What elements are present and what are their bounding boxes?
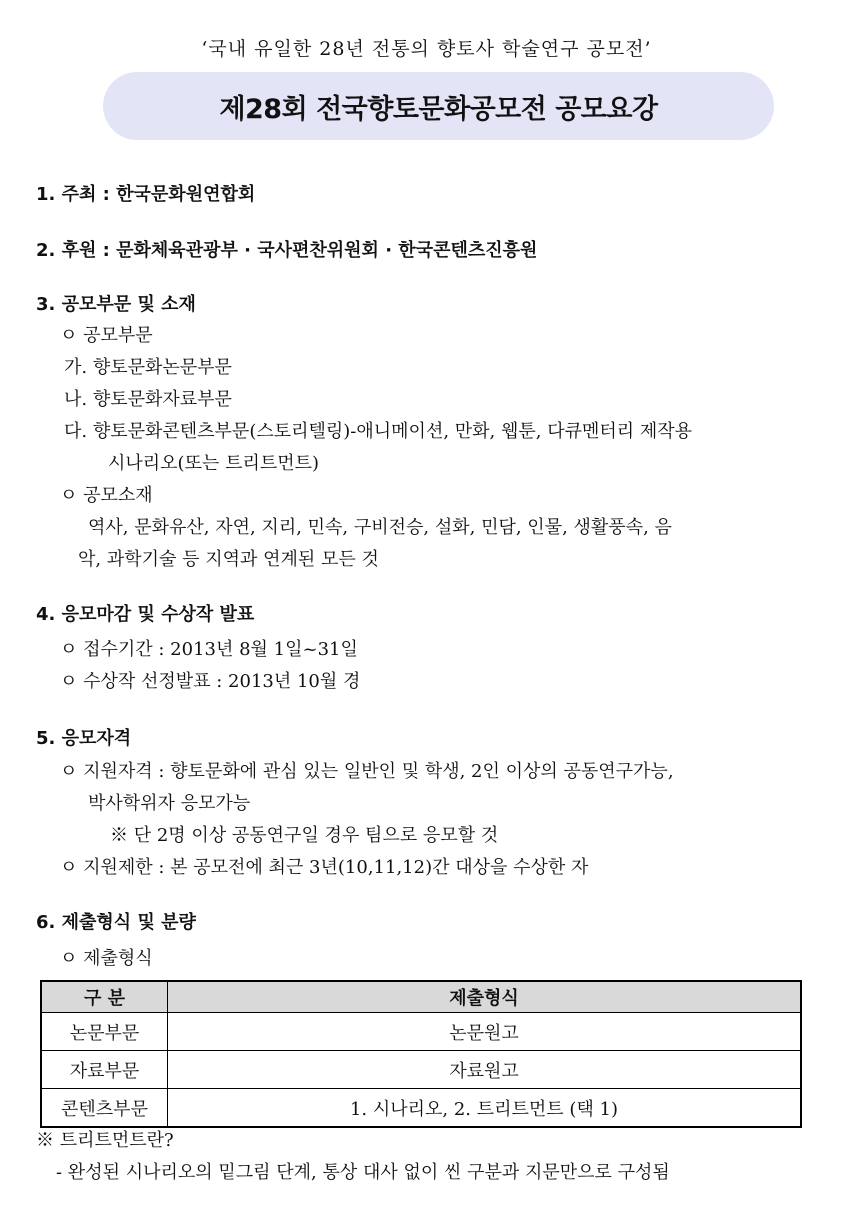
announcement-date: ㅇ 수상작 선정발표 : 2013년 10월 경: [60, 671, 361, 692]
table-header-row: [41, 981, 801, 1013]
section-5-heading: 5. 응모자격: [36, 728, 132, 749]
section-3-heading: 3. 공모부문 및 소재: [36, 294, 196, 315]
eligibility-line-1: ㅇ 지원자격 : 향토문화에 관심 있는 일반인 및 학생, 2인 이상의 공동연구가능,: [60, 761, 674, 782]
eligibility-restriction: ㅇ 지원제한 : 본 공모전에 최근 3년(10,11,12)간 대상을 수상한 자: [60, 857, 589, 878]
section-6-heading: 6. 제출형식 및 분량: [36, 912, 196, 933]
table-header-format: 제출형식: [168, 981, 802, 1013]
submission-period: ㅇ 접수기간 : 2013년 8월 1일~31일: [60, 639, 358, 660]
submission-format-table: [40, 980, 802, 1128]
table-cell: 논문원고: [168, 1013, 802, 1051]
category-item-na: 나. 향토문화자료부문: [64, 389, 232, 410]
title-banner: [103, 72, 774, 140]
table-cell: 자료원고: [168, 1051, 802, 1089]
subject-line-2: 악, 과학기술 등 지역과 연계된 모든 것: [78, 549, 379, 570]
subject-line-1: 역사, 문화유산, 자연, 지리, 민속, 구비전승, 설화, 민담, 인물, 생활풍속, 음: [88, 517, 672, 538]
category-item-ga: 가. 향토문화논문부문: [64, 357, 232, 378]
section-4-heading: 4. 응모마감 및 수상작 발표: [36, 604, 255, 625]
table-cell: 1. 시나리오, 2. 트리트먼트 (택 1): [168, 1089, 802, 1128]
treatment-note-title: ※ 트리트먼트란?: [36, 1130, 174, 1151]
table-cell: 논문부문: [41, 1013, 168, 1051]
eligibility-line-2: 박사학위자 응모가능: [88, 793, 251, 814]
table-row: [41, 1089, 801, 1128]
section-2-sponsor: 2. 후원 : 문화체육관광부 · 국사편찬위원회 · 한국콘텐츠진흥원: [36, 240, 538, 261]
format-bullet: ㅇ 제출형식: [60, 948, 153, 969]
table-row: [41, 1013, 801, 1051]
section-1-host: 1. 주최 : 한국문화원연합회: [36, 184, 256, 205]
subject-bullet: ㅇ 공모소재: [60, 485, 153, 506]
table-cell: 콘텐츠부문: [41, 1089, 168, 1128]
table-cell: 자료부문: [41, 1051, 168, 1089]
document-subtitle: ‘국내 유일한 28년 전통의 향토사 학술연구 공모전’: [201, 38, 652, 60]
table-header-category: 구 분: [41, 981, 168, 1013]
team-note: ※ 단 2명 이상 공동연구일 경우 팀으로 응모할 것: [110, 825, 499, 846]
category-item-da-cont: 시나리오(또는 트리트먼트): [108, 453, 320, 474]
category-bullet: ㅇ 공모부문: [60, 325, 153, 346]
table-row: [41, 1051, 801, 1089]
category-item-da: 다. 향토문화콘텐츠부문(스토리텔링)-애니메이션, 만화, 웹툰, 다큐멘터리 제작용: [64, 421, 693, 442]
document-title: 제28회 전국향토문화공모전 공모요강: [219, 93, 658, 125]
treatment-note-body: - 완성된 시나리오의 밑그림 단계, 통상 대사 없이 씬 구분과 지문만으로 구성됨: [56, 1162, 670, 1183]
